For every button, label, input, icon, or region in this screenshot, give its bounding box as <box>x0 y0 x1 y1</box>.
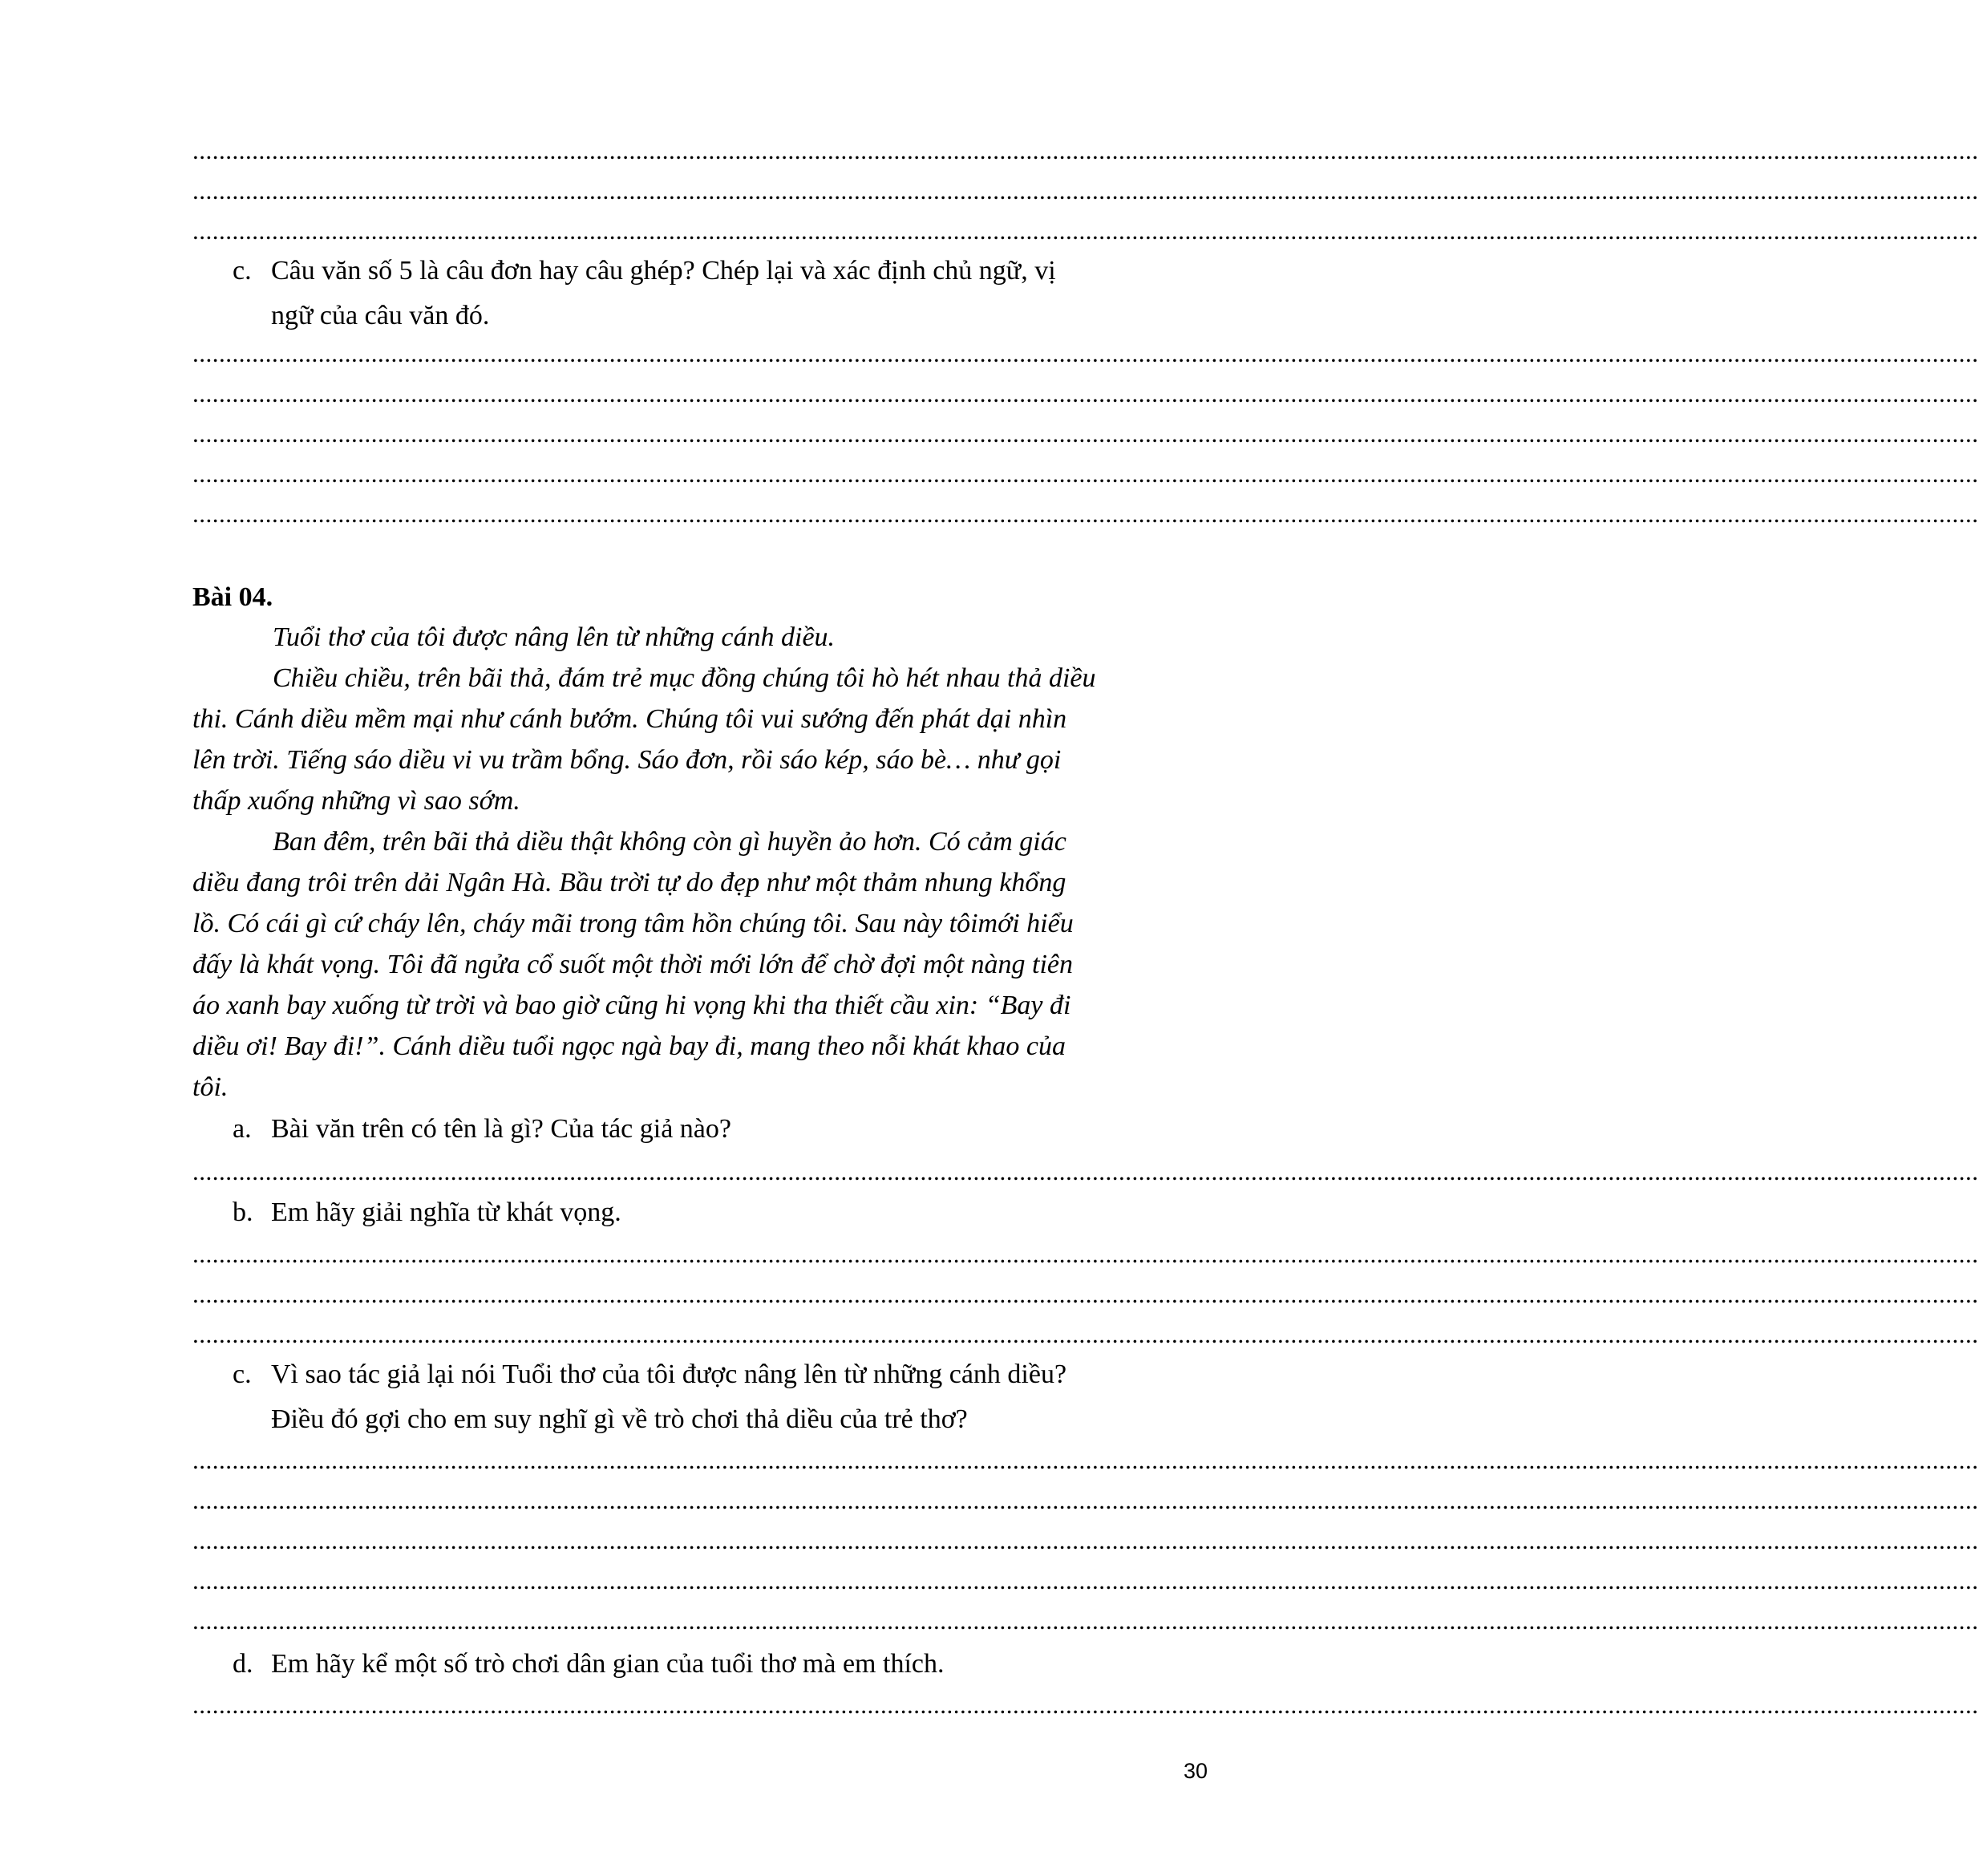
passage-line: đấy là khát vọng. Tôi đã ngửa cổ suốt một thời mới lớn để chờ đợi một nàng tiên <box>192 950 1074 979</box>
question-text: Câu văn số 5 là câu đơn hay câu ghép? Chép lại và xác định chủ ngữ, vị <box>271 256 1056 286</box>
answer-line[interactable]: .............................................................................................................................................................................................................................................................................. <box>192 500 1979 528</box>
answer-line[interactable]: .............................................................................................................................................................................................................................................................................. <box>192 419 1979 448</box>
answer-line[interactable]: .............................................................................................................................................................................................................................................................................. <box>192 1446 1979 1474</box>
question-text: Bài văn trên có tên là gì? Của tác giả nào? <box>271 1114 731 1144</box>
passage-line: tôi. <box>192 1072 229 1102</box>
answer-line[interactable]: .............................................................................................................................................................................................................................................................................. <box>192 1566 1979 1594</box>
answer-line[interactable]: .............................................................................................................................................................................................................................................................................. <box>192 176 1979 205</box>
answer-line[interactable]: .............................................................................................................................................................................................................................................................................. <box>192 379 1979 407</box>
question-label: c. <box>233 256 252 286</box>
question-label: a. <box>233 1114 252 1144</box>
answer-line[interactable]: .............................................................................................................................................................................................................................................................................. <box>192 1320 1979 1348</box>
answer-line[interactable]: .............................................................................................................................................................................................................................................................................. <box>192 1280 1979 1308</box>
question-text: Vì sao tác giả lại nói Tuổi thơ của tôi được nâng lên từ những cánh diều? <box>271 1359 1067 1389</box>
passage-line: diều ơi! Bay đi!”. Cánh diều tuổi ngọc ngà bay đi, mang theo nỗi khát khao của <box>192 1031 1066 1061</box>
passage-line: Chiều chiều, trên bãi thả, đám trẻ mục đồng chúng tôi hò hét nhau thả diều <box>273 663 1096 693</box>
passage-line: áo xanh bay xuống từ trời và bao giờ cũng hi vọng khi tha thiết cầu xin: “Bay đi <box>192 991 1071 1020</box>
page-number: 30 <box>1184 1759 1208 1783</box>
question-text: Em hãy kể một số trò chơi dân gian của tuổi thơ mà em thích. <box>271 1649 945 1679</box>
answer-line[interactable]: .............................................................................................................................................................................................................................................................................. <box>192 1607 1979 1635</box>
answer-line[interactable]: .............................................................................................................................................................................................................................................................................. <box>192 1157 1979 1185</box>
question-text-cont: ngữ của câu văn đó. <box>271 301 490 330</box>
question-text-cont: Điều đó gợi cho em suy nghĩ gì về trò chơi thả diều của trẻ thơ? <box>271 1404 968 1434</box>
passage-line: thi. Cánh diều mềm mại như cánh bướm. Chúng tôi vui sướng đến phát dại nhìn <box>192 704 1067 734</box>
question-label: c. <box>233 1359 252 1389</box>
answer-line[interactable]: .............................................................................................................................................................................................................................................................................. <box>192 217 1979 245</box>
passage-line: diều đang trôi trên dải Ngân Hà. Bầu trời tự do đẹp như một thảm nhung khổng <box>192 868 1066 897</box>
answer-line[interactable]: .............................................................................................................................................................................................................................................................................. <box>192 460 1979 488</box>
exercise-title: Bài 04. <box>192 582 273 612</box>
passage-line: lên trời. Tiếng sáo diều vi vu trầm bổng. Sáo đơn, rồi sáo kép, sáo bè… như gọi <box>192 745 1062 775</box>
answer-line[interactable]: .............................................................................................................................................................................................................................................................................. <box>192 1240 1979 1268</box>
passage-line: Ban đêm, trên bãi thả diều thật không còn gì huyền ảo hơn. Có cảm giác <box>273 827 1066 857</box>
question-label: b. <box>233 1197 253 1227</box>
answer-line[interactable]: .............................................................................................................................................................................................................................................................................. <box>192 1526 1979 1554</box>
passage-line: Tuổi thơ của tôi được nâng lên từ những cánh diều. <box>273 622 836 652</box>
question-text: Em hãy giải nghĩa từ khát vọng. <box>271 1197 621 1227</box>
question-label: d. <box>233 1649 253 1679</box>
passage-line: thấp xuống những vì sao sớm. <box>192 786 520 816</box>
passage-line: lồ. Có cái gì cứ cháy lên, cháy mãi trong tâm hồn chúng tôi. Sau này tôimới hiểu <box>192 909 1074 938</box>
answer-line[interactable]: .............................................................................................................................................................................................................................................................................. <box>192 1691 1979 1719</box>
answer-line[interactable]: .............................................................................................................................................................................................................................................................................. <box>192 136 1979 164</box>
answer-line[interactable]: .............................................................................................................................................................................................................................................................................. <box>192 1486 1979 1514</box>
answer-line[interactable]: .............................................................................................................................................................................................................................................................................. <box>192 339 1979 367</box>
